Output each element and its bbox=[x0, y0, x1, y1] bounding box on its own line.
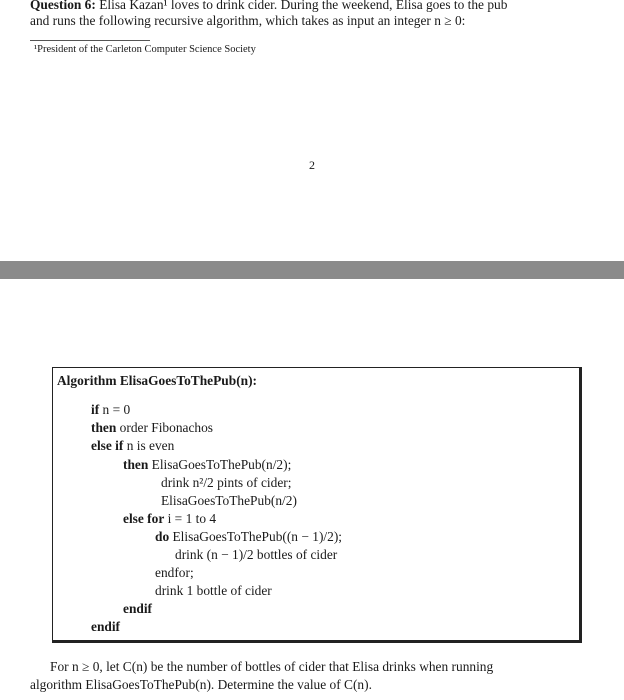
algo-line: if n = 0 bbox=[91, 402, 131, 417]
algorithm-header: Algorithm ElisaGoesToThePub(n): bbox=[57, 373, 258, 388]
algorithm-box bbox=[52, 367, 582, 643]
question-line-1-text: Elisa Kazan¹ loves to drink cider. During the weekend, Elisa goes to the pub bbox=[99, 0, 508, 12]
page-divider bbox=[0, 261, 624, 279]
footnote-rule bbox=[30, 40, 150, 41]
algo-line: ElisaGoesToThePub(n/2) bbox=[161, 493, 297, 508]
footer-line-2: algorithm ElisaGoesToThePub(n). Determine the value of C(n). bbox=[30, 677, 372, 692]
page-number: 2 bbox=[309, 158, 315, 172]
algo-line: then order Fibonachos bbox=[91, 420, 214, 435]
algo-line: endif bbox=[123, 601, 153, 616]
algo-line: drink (n − 1)/2 bottles of cider bbox=[175, 547, 338, 562]
question-line-2: and runs the following recursive algorithm, which takes as input an integer n ≥ 0: bbox=[30, 13, 466, 28]
algo-line: do ElisaGoesToThePub((n − 1)/2); bbox=[155, 529, 343, 544]
algo-line: drink n²/2 pints of cider; bbox=[161, 475, 292, 490]
algo-line: else for i = 1 to 4 bbox=[123, 511, 217, 526]
question-line-1 bbox=[30, 0, 507, 13]
algo-line: then ElisaGoesToThePub(n/2); bbox=[123, 457, 292, 472]
algo-line: else if n is even bbox=[91, 438, 175, 453]
algo-line: drink 1 bottle of cider bbox=[155, 583, 272, 598]
algo-line: endif bbox=[91, 619, 121, 634]
algo-line: endfor; bbox=[155, 565, 194, 580]
footnote: ¹President of the Carleton Computer Science Society bbox=[34, 44, 256, 55]
footer-line-1: For n ≥ 0, let C(n) be the number of bottles of cider that Elisa drinks when running bbox=[50, 659, 494, 674]
question-label: Question 6: bbox=[30, 0, 96, 12]
